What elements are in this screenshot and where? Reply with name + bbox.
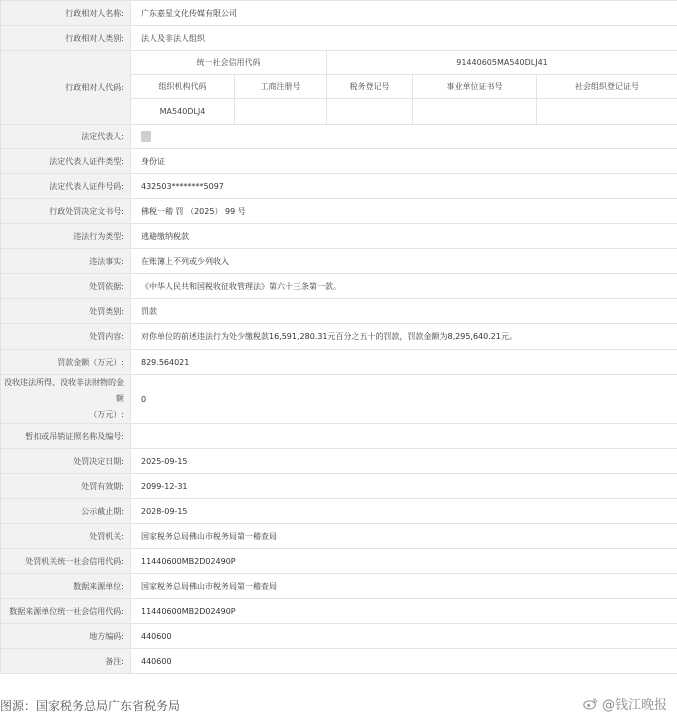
penalty-basis-value: 《中华人民共和国税收征收管理法》第六十三条第一款。 xyxy=(131,274,677,299)
row-fine-amount xyxy=(1,350,677,375)
row-counterpart-code-uscc xyxy=(1,51,677,75)
authority-uscc-label: 处罚机关统一社会信用代码: xyxy=(1,549,131,574)
confiscated-amount-value: 0 xyxy=(131,375,677,424)
social-org-cert-value xyxy=(537,99,677,125)
tax-reg-value xyxy=(327,99,413,125)
violation-type-label: 违法行为类型: xyxy=(1,224,131,249)
org-code-value: MA540DLJ4 xyxy=(131,99,235,125)
footer xyxy=(0,690,677,720)
local-code-label: 地方编码: xyxy=(1,624,131,649)
legal-rep-id-no-value: 432503********5097 xyxy=(131,174,677,199)
source-unit-uscc-label: 数据来源单位统一社会信用代码: xyxy=(1,599,131,624)
penalty-authority-label: 处罚机关: xyxy=(1,524,131,549)
local-code-value: 440600 xyxy=(131,624,677,649)
fine-amount-label: 罚款金额（万元）: xyxy=(1,350,131,375)
watermark-text: @钱江晚报 xyxy=(601,698,667,713)
decision-date-value: 2025-09-15 xyxy=(131,449,677,474)
decision-doc-no-value: 佛税一稽 罚 （2025） 99 号 xyxy=(131,199,677,224)
confiscated-amount-label-line1: 没收违法所得、没收非法财物的金额 xyxy=(4,378,124,403)
row-counterpart-category xyxy=(1,26,677,51)
redacted-name-block xyxy=(141,131,151,142)
counterpart-code-label: 行政相对人代码: xyxy=(1,51,131,125)
social-org-cert-header: 社会组织登记证号 xyxy=(537,75,677,99)
legal-rep-id-type-label: 法定代表人证件类型: xyxy=(1,149,131,174)
counterpart-category-label: 行政相对人类别: xyxy=(1,26,131,51)
penalty-category-label: 处罚类别: xyxy=(1,299,131,324)
penalty-authority-value: 国家税务总局佛山市税务局第一稽查局 xyxy=(131,524,677,549)
business-reg-value xyxy=(235,99,327,125)
row-local-code xyxy=(1,624,677,649)
row-violation-facts xyxy=(1,249,677,274)
uscc-header: 统一社会信用代码 xyxy=(131,51,327,75)
valid-until-value: 2099-12-31 xyxy=(131,474,677,499)
row-suspended-license xyxy=(1,424,677,449)
data-source-unit-label: 数据来源单位: xyxy=(1,574,131,599)
penalty-category-value: 罚款 xyxy=(131,299,677,324)
decision-doc-no-label: 行政处罚决定文书号: xyxy=(1,199,131,224)
image-source-caption: 图源：国家税务总局广东省税务局 xyxy=(0,699,181,713)
row-confiscated-amount xyxy=(1,375,677,424)
row-remarks xyxy=(1,649,677,674)
row-data-source-unit xyxy=(1,574,677,599)
row-decision-date xyxy=(1,449,677,474)
legal-rep-label: 法定代表人: xyxy=(1,125,131,149)
suspended-license-label: 暂扣或吊销证照名称及编号: xyxy=(1,424,131,449)
institution-cert-value xyxy=(413,99,537,125)
legal-rep-id-type-value: 身份证 xyxy=(131,149,677,174)
data-source-unit-value: 国家税务总局佛山市税务局第一稽查局 xyxy=(131,574,677,599)
row-legal-rep xyxy=(1,125,677,149)
penalty-content-label: 处罚内容: xyxy=(1,324,131,350)
row-penalty-category xyxy=(1,299,677,324)
row-decision-doc-no xyxy=(1,199,677,224)
decision-date-label: 处罚决定日期: xyxy=(1,449,131,474)
confiscated-amount-label-line2: （万元）: xyxy=(89,410,124,419)
row-violation-type xyxy=(1,224,677,249)
row-penalty-authority xyxy=(1,524,677,549)
tax-reg-header: 税务登记号 xyxy=(327,75,413,99)
suspended-license-value xyxy=(131,424,677,449)
authority-uscc-value: 11440600MB2D02490P xyxy=(131,549,677,574)
publicity-deadline-label: 公示截止期: xyxy=(1,499,131,524)
violation-type-value: 逃避缴纳税款 xyxy=(131,224,677,249)
row-legal-rep-id-no xyxy=(1,174,677,199)
violation-facts-value: 在账簿上不列或少列收入 xyxy=(131,249,677,274)
publicity-deadline-value: 2028-09-15 xyxy=(131,499,677,524)
counterpart-name-label: 行政相对人名称: xyxy=(1,1,131,26)
remarks-label: 备注: xyxy=(1,649,131,674)
institution-cert-header: 事业单位证书号 xyxy=(413,75,537,99)
row-valid-until xyxy=(1,474,677,499)
row-authority-uscc xyxy=(1,549,677,574)
org-code-header: 组织机构代码 xyxy=(131,75,235,99)
row-penalty-content xyxy=(1,324,677,350)
penalty-content-value: 对你单位的前述违法行为处少缴税款16,591,280.31元百分之五十的罚款，罚款金额为8,295,640.21元。 xyxy=(131,324,677,350)
legal-rep-id-no-label: 法定代表人证件号码: xyxy=(1,174,131,199)
watermark xyxy=(583,694,667,713)
uscc-value: 91440605MA540DLJ41 xyxy=(327,51,677,75)
business-reg-header: 工商注册号 xyxy=(235,75,327,99)
confiscated-amount-label xyxy=(1,375,131,424)
row-penalty-basis xyxy=(1,274,677,299)
remarks-value: 440600 xyxy=(131,649,677,674)
row-publicity-deadline xyxy=(1,499,677,524)
row-legal-rep-id-type xyxy=(1,149,677,174)
penalty-basis-label: 处罚依据: xyxy=(1,274,131,299)
counterpart-category-value: 法人及非法人组织 xyxy=(131,26,677,51)
source-unit-uscc-value: 11440600MB2D02490P xyxy=(131,599,677,624)
legal-rep-value xyxy=(131,125,677,149)
weibo-icon xyxy=(583,697,598,710)
violation-facts-label: 违法事实: xyxy=(1,249,131,274)
row-source-unit-uscc xyxy=(1,599,677,624)
counterpart-name-value: 广东嘉星文化传媒有限公司 xyxy=(131,1,677,26)
valid-until-label: 处罚有效期: xyxy=(1,474,131,499)
fine-amount-value: 829.564021 xyxy=(131,350,677,375)
row-counterpart-name xyxy=(1,1,677,26)
